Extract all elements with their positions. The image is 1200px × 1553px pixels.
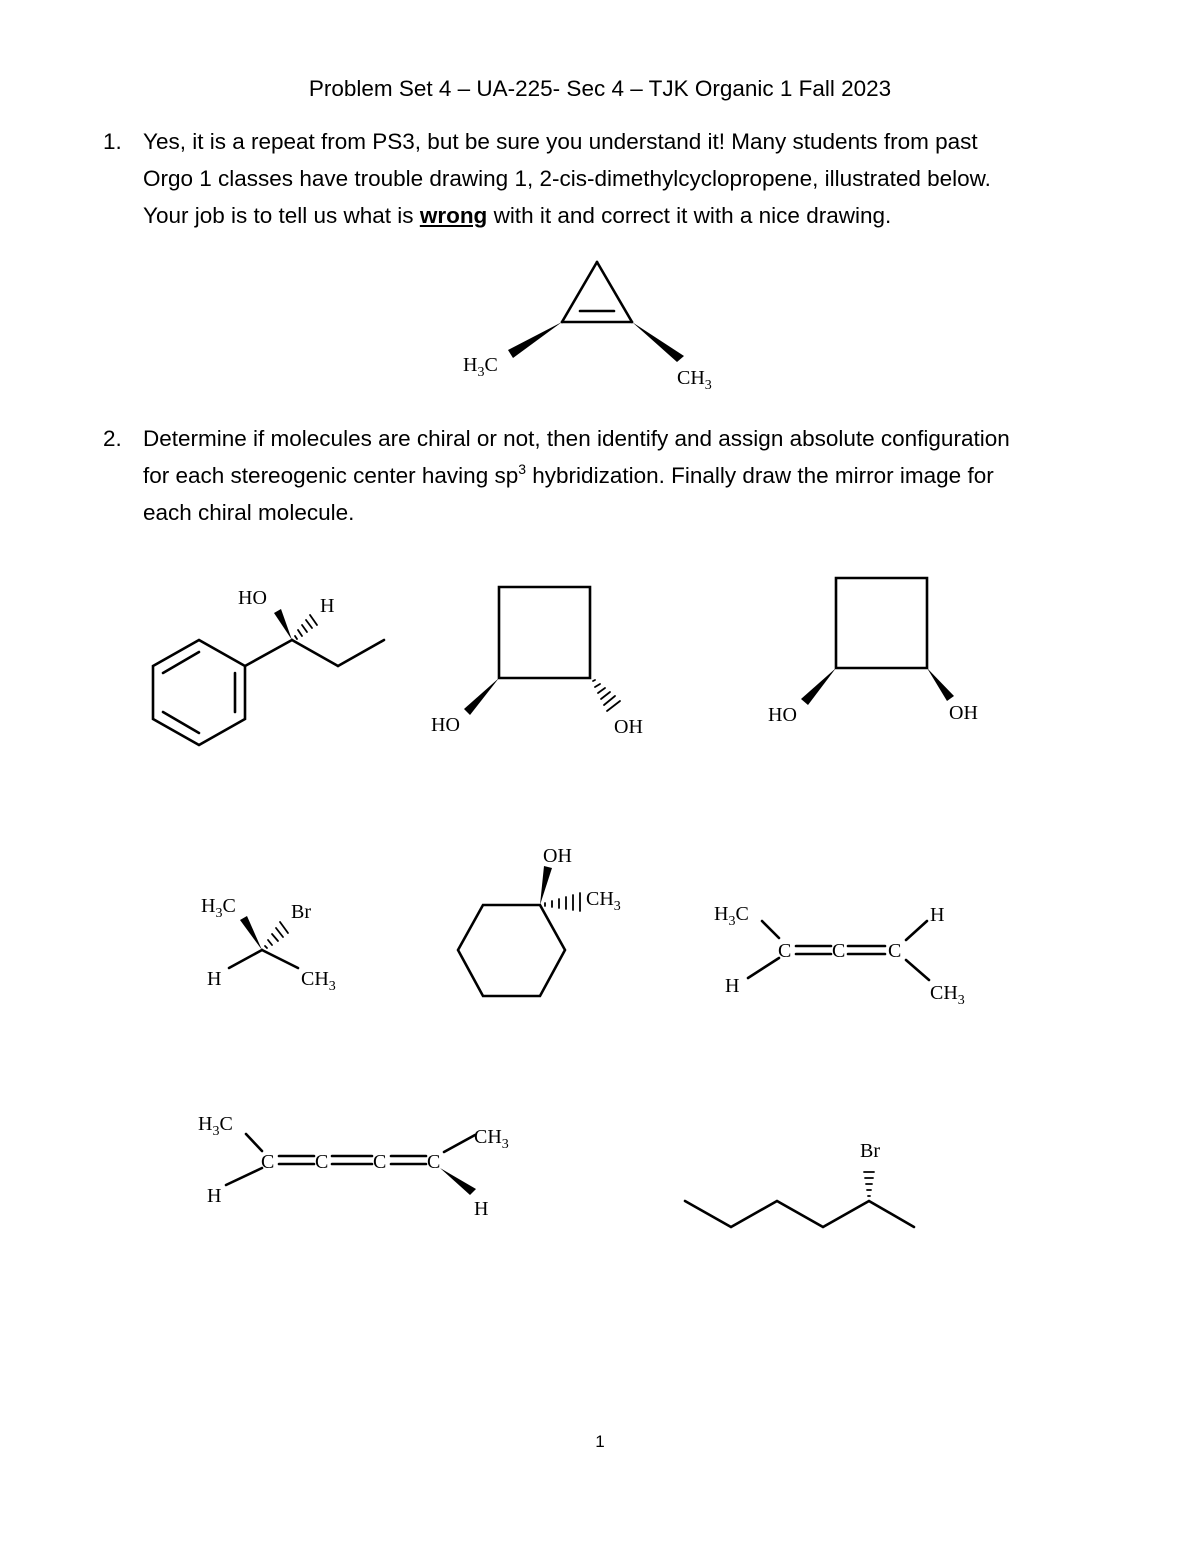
hash-bond	[593, 680, 620, 711]
label-ch3: $CH_3$	[930, 982, 965, 1008]
label-h3c: $H_3C$	[714, 903, 749, 929]
wedge-bond	[801, 668, 836, 705]
label-c: C	[261, 1151, 275, 1173]
label-c: C	[373, 1151, 387, 1173]
question-text-line: Determine if molecules are chiral or not, then identify and assign absolute configuration	[143, 426, 1010, 451]
label-h3c: $H_3C$	[463, 354, 498, 380]
label-ch3: $CH_3$	[301, 968, 336, 994]
emphasis-wrong: wrong	[419, 203, 488, 228]
structure-trans-cyclobutanediol	[431, 587, 643, 738]
wedge-bond	[464, 678, 499, 715]
wedge-bond	[508, 322, 562, 358]
superscript: 3	[518, 461, 527, 477]
question-text: Your job is to tell us what is	[143, 203, 420, 228]
question-text: with it and correct it with a nice drawing.	[487, 203, 892, 228]
label-ch3: $CH_3$	[474, 1126, 509, 1152]
label-ch3: $CH_3$	[586, 888, 621, 914]
question-text: for each stereogenic center having sp	[143, 463, 519, 488]
question-text-line: Orgo 1 classes have trouble drawing 1, 2-cis-dimethylcyclopropene, illustrated below.	[143, 166, 991, 191]
label-h: H	[474, 1198, 489, 1220]
label-ho: HO	[431, 714, 460, 736]
wedge-bond	[540, 866, 552, 905]
label-c: C	[427, 1151, 441, 1173]
label-c: C	[832, 940, 846, 962]
wedge-bond	[927, 668, 954, 701]
question-number: 2.	[103, 426, 122, 451]
hash-bond	[864, 1172, 874, 1196]
wedge-bond	[440, 1168, 476, 1195]
hash-bond	[265, 922, 288, 948]
label-ch3: $CH_3$	[677, 367, 712, 393]
hash-bond	[545, 893, 580, 911]
label-c: C	[888, 940, 902, 962]
label-ho: HO	[768, 704, 797, 726]
structure-phenylpropanol	[153, 587, 384, 745]
wedge-bond	[274, 609, 292, 640]
label-h: H	[207, 1185, 222, 1207]
structure-bromoethane	[201, 895, 336, 994]
structure-cis-cyclobutanediol	[768, 578, 978, 726]
question-text: hybridization. Finally draw the mirror image for	[526, 463, 994, 488]
hash-bond	[295, 615, 317, 639]
label-br: Br	[860, 1140, 880, 1162]
label-oh: OH	[543, 845, 572, 867]
label-h: H	[207, 968, 222, 990]
label-c: C	[778, 940, 792, 962]
label-h: H	[320, 595, 335, 617]
wedge-bond	[632, 322, 684, 362]
label-oh: OH	[949, 702, 978, 724]
page-number: 1	[595, 1432, 605, 1451]
structure-methylcyclohexanol	[458, 845, 621, 996]
structure-bromohexane	[685, 1140, 914, 1227]
label-h3c: $H_3C$	[201, 895, 236, 921]
question-text-line: Yes, it is a repeat from PS3, but be sure you understand it! Many students from past	[143, 129, 978, 154]
structure-cumulene	[198, 1113, 509, 1220]
label-ho: HO	[238, 587, 267, 609]
page-title: Problem Set 4 – UA-225- Sec 4 – TJK Organic 1 Fall 2023	[308, 76, 892, 101]
label-c: C	[315, 1151, 329, 1173]
wedge-bond	[240, 916, 262, 950]
structure-dimethylcyclopropene	[463, 262, 712, 393]
question-number: 1.	[103, 129, 122, 154]
question-text-line: each chiral molecule.	[143, 500, 355, 525]
structure-allene	[714, 903, 965, 1008]
label-h3c: $H_3C$	[198, 1113, 233, 1139]
label-oh: OH	[614, 716, 643, 738]
label-br: Br	[291, 901, 311, 923]
label-h: H	[930, 904, 945, 926]
label-h: H	[725, 975, 740, 997]
